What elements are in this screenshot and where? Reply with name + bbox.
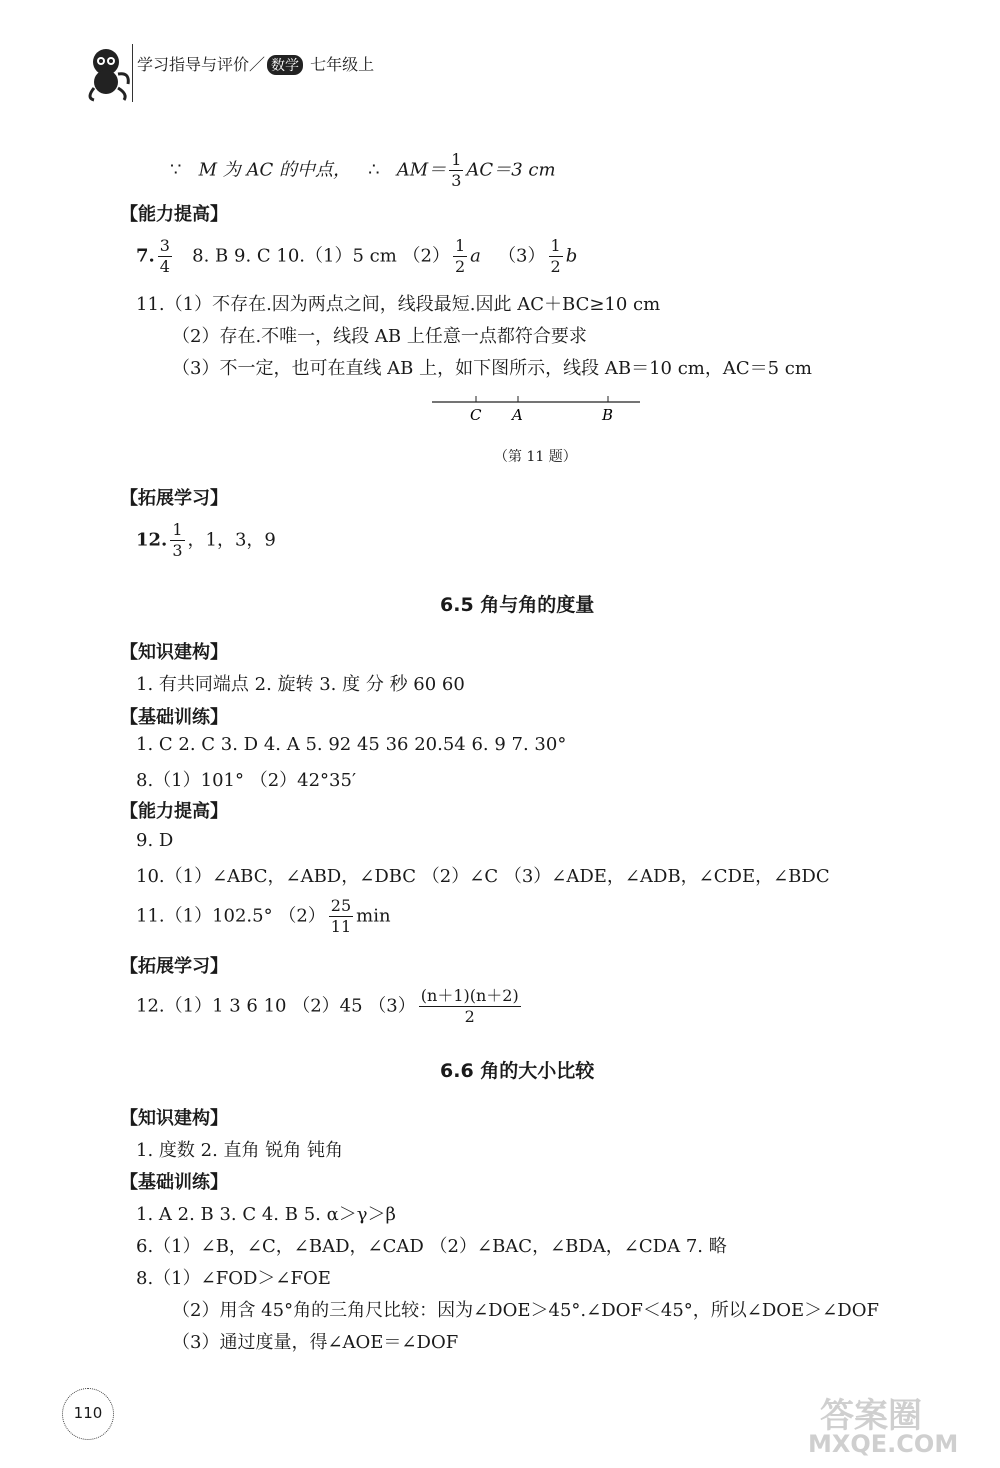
k1-6-6: 1. 度数 2. 直角 锐角 钝角 xyxy=(136,1140,343,1161)
q12-line: 12. $\frac{1}{3}$ ，1，3，9 xyxy=(136,520,276,560)
page-header xyxy=(137,52,374,75)
fraction: $\frac{1}{3}$ xyxy=(451,150,462,190)
page-number: 110 xyxy=(62,1388,114,1440)
a9-6-5: 9. D xyxy=(136,830,174,851)
q11-2: （2）存在.不唯一，线段 AB 上任意一点都符合要求 xyxy=(172,326,587,347)
figure-caption: （第 11 题） xyxy=(494,449,577,465)
extend-heading-1: 【拓展学习】 xyxy=(120,488,228,509)
extend-heading-6-5: 【拓展学习】 xyxy=(120,956,228,977)
b1-6-5: 1. C 2. C 3. D 4. A 5. 92 45 36 20.54 6. 9 7. 30° xyxy=(136,734,567,755)
watermark-logo: 答案圈 xyxy=(820,1396,922,1436)
b8-3-6-6: （3）通过度量，得∠AOE＝∠DOF xyxy=(172,1332,459,1353)
cont-line: ∵ M 为 AC 的中点， ∴ AM＝ $\frac{1}{3}$ AC＝3 cm xyxy=(170,150,556,190)
a10-6-5: 10.（1）∠ABC，∠ABD，∠DBC （2）∠C （3）∠ADE，∠ADB，∠CDE，∠BDC xyxy=(136,866,830,887)
q11-1: 11.（1）不存在.因为两点之间，线段最短.因此 AC＋BC≥10 cm xyxy=(136,294,661,315)
book-title: 学习指导与评价／ xyxy=(137,55,266,74)
basic-heading-6-6: 【基础训练】 xyxy=(120,1172,228,1193)
e12-6-5: 12.（1）1 3 6 10 （2）45 （3） $\frac{(n+1)(n+2)}{2}$ xyxy=(136,986,519,1026)
b1-6-6: 1. A 2. B 3. C 4. B 5. α＞γ＞β xyxy=(136,1204,396,1225)
section-title-6-5: 6.5 角与角的度量 xyxy=(440,594,595,616)
header-divider xyxy=(132,44,133,102)
k1-6-5: 1. 有共同端点 2. 旋转 3. 度 分 秒 60 60 xyxy=(136,674,465,695)
b6-6-6: 6.（1）∠B，∠C，∠BAD，∠CAD （2）∠BAC，∠BDA，∠CDA 7. 略 xyxy=(136,1236,727,1257)
a11-6-5: 11.（1）102.5° （2） $\frac{25}{11}$ min xyxy=(136,896,391,936)
subject-badge: 数学 xyxy=(267,55,303,75)
section-title-6-6: 6.6 角的大小比较 xyxy=(440,1060,595,1082)
q7-10-line: 7. $\frac{3}{4}$ 8. B 9. C 10.（1）5 cm （2） $\frac{1}{2}$ a （3） $\frac{1}{2}$ b xyxy=(136,236,578,276)
point-c-label: C xyxy=(470,406,482,424)
b8-2-6-6: （2）用含 45°角的三角尺比较：因为∠DOE＞45°.∠DOF＜45°，所以∠DOE＞∠DOF xyxy=(172,1300,879,1321)
ability-heading-6-5: 【能力提高】 xyxy=(120,801,228,822)
ability-heading-1: 【能力提高】 xyxy=(120,204,228,225)
q11-3: （3）不一定，也可在直线 AB 上，如下图所示，线段 AB＝10 cm，AC＝5 cm xyxy=(172,358,812,379)
line-segment-figure xyxy=(430,390,650,426)
watermark-url: MXQE.COM xyxy=(808,1430,959,1458)
grade-label: 七年级上 xyxy=(310,55,375,74)
basic-heading-6-5: 【基础训练】 xyxy=(120,707,228,728)
b8-6-5: 8.（1）101° （2）42°35′ xyxy=(136,770,357,791)
point-b-label: B xyxy=(602,406,614,424)
point-a-label: A xyxy=(512,406,523,424)
b8-1-6-6: 8.（1）∠FOD＞∠FOE xyxy=(136,1268,331,1289)
monkey-mascot-icon xyxy=(80,44,132,102)
knowledge-heading-6-6: 【知识建构】 xyxy=(120,1108,228,1129)
knowledge-heading-6-5: 【知识建构】 xyxy=(120,642,228,663)
